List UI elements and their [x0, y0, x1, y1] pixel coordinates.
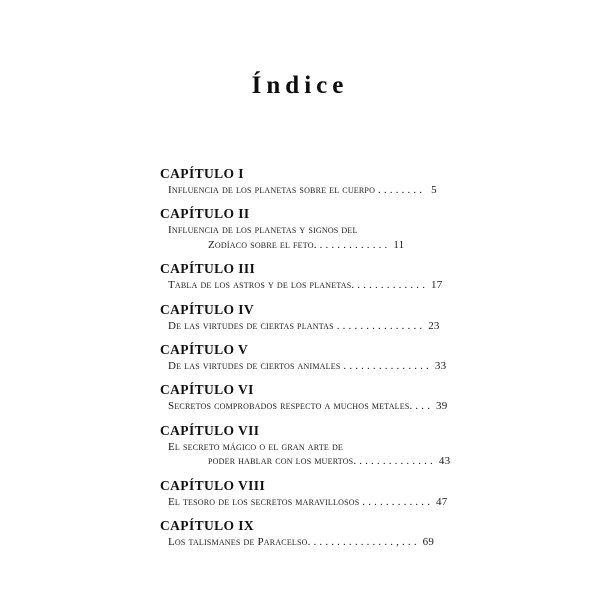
chapter-description-line: poder hablar con los muertos. . . . . . . . . . . . . . 43 [208, 455, 451, 468]
chapter-description [160, 183, 460, 198]
chapter-description-line: De las virtudes de ciertos animales . . . . . . . . . . . . . . . 33 [168, 359, 447, 372]
toc-entry [160, 478, 460, 509]
chapter-description [160, 440, 460, 469]
chapter-description-line: Los talismanes de Paracelso. . . . . . . . . . . . . . . , . . . 69 [168, 536, 435, 549]
chapter-description [160, 223, 460, 252]
chapter-heading: CAPÍTULO VII [160, 422, 260, 438]
chapter-description-line: Tabla de los astros y de los planetas. . . . . . . . . . . . . 17 [168, 279, 443, 292]
chapter-description [160, 399, 460, 414]
page-title: Índice [251, 72, 349, 99]
chapter-description [160, 535, 460, 550]
chapter-description [160, 278, 460, 293]
chapter-heading: CAPÍTULO VI [160, 382, 254, 398]
chapter-description-line: Influencia de los planetas y signos del [168, 224, 358, 237]
chapter-description-line: Secretos comprobados respecto a muchos metales. . . . 39 [168, 400, 448, 413]
toc-entry [160, 302, 460, 333]
chapter-description [160, 319, 460, 334]
toc-entry [160, 261, 460, 292]
chapter-heading: CAPÍTULO VIII [160, 477, 266, 493]
toc-entry [160, 342, 460, 373]
toc-entry [160, 166, 460, 197]
chapter-heading: CAPÍTULO II [160, 206, 250, 222]
chapter-description [160, 359, 460, 374]
chapter-description-line: De las virtudes de ciertas plantas . . . . . . . . . . . . . . . 23 [168, 319, 440, 332]
chapter-description-line: El secreto mágico o el gran arte de [168, 440, 344, 453]
toc-entry [160, 518, 460, 549]
chapter-description-line: Influencia de los planetas sobre el cuerpo . . . . . . . . 5 [168, 183, 437, 196]
table-of-contents [160, 166, 460, 559]
chapter-heading: CAPÍTULO V [160, 342, 249, 358]
chapter-heading: CAPÍTULO III [160, 261, 256, 277]
toc-entry [160, 423, 460, 469]
toc-entry [160, 206, 460, 252]
chapter-description [160, 495, 460, 510]
chapter-heading: CAPÍTULO I [160, 166, 244, 181]
chapter-heading: CAPÍTULO IX [160, 518, 255, 534]
chapter-heading: CAPÍTULO IV [160, 301, 255, 317]
toc-entry [160, 382, 460, 413]
chapter-description-line: El tesoro de los secretos maravillosos . . . . . . . . . . . . 47 [168, 495, 448, 508]
chapter-description-line: Zodíaco sobre el feto. . . . . . . . . . . . . 11 [208, 238, 405, 251]
